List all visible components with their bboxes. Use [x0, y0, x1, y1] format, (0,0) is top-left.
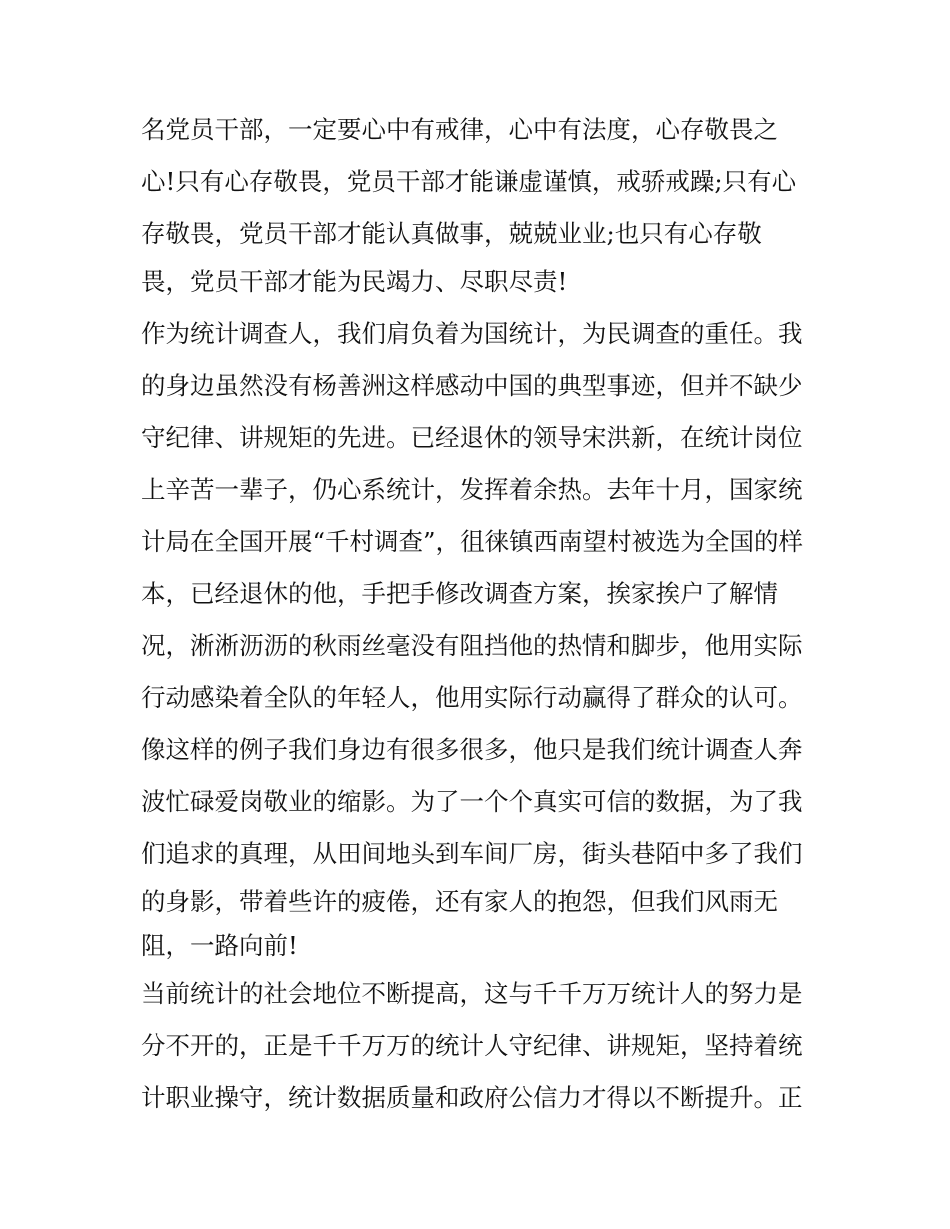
text-line: 作为统计调查人，我们肩负着为国统计，为民调查的重任。我	[141, 319, 803, 348]
text-line: 当前统计的社会地位不断提高，这与千千万万统计人的努力是	[141, 979, 803, 1008]
text-line: 行动感染着全队的年轻人，他用实际行动赢得了群众的认可。	[141, 683, 803, 712]
text-line: 像这样的例子我们身边有很多很多，他只是我们统计调查人奔	[141, 735, 803, 764]
text-line: 们追求的真理，从田间地头到车间厂房，街头巷陌中多了我们	[141, 839, 803, 868]
text-line: 畏，党员干部才能为民竭力、尽职尽责!	[141, 267, 568, 296]
text-line: 上辛苦一辈子，仍心系统计，发挥着余热。去年十月，国家统	[141, 475, 803, 504]
text-line: 名党员干部，一定要心中有戒律，心中有法度，心存敬畏之	[141, 115, 778, 144]
text-line: 本，已经退休的他，手把手修改调查方案，挨家挨户了解情	[141, 579, 778, 608]
text-line: 存敬畏，党员干部才能认真做事，兢兢业业;也只有心存敬	[141, 219, 762, 248]
text-line: 阻，一路向前!	[141, 931, 298, 960]
text-line: 守纪律、讲规矩的先进。已经退休的领导宋洪新，在统计岗位	[141, 423, 803, 452]
text-line: 的身边虽然没有杨善洲这样感动中国的典型事迹，但并不缺少	[141, 371, 803, 400]
text-line: 分不开的，正是千千万万的统计人守纪律、讲规矩，坚持着统	[141, 1031, 803, 1060]
text-line: 心!只有心存敬畏，党员干部才能谦虚谨慎，戒骄戒躁;只有心	[141, 167, 797, 196]
text-line: 计局在全国开展“千村调查”，徂徕镇西南望村被选为全国的样	[141, 527, 804, 556]
text-line: 的身影，带着些许的疲倦，还有家人的抱怨，但我们风雨无	[141, 887, 778, 916]
text-line: 况，淅淅沥沥的秋雨丝毫没有阻挡他的热情和脚步，他用实际	[141, 631, 803, 660]
text-line: 计职业操守，统计数据质量和政府公信力才得以不断提升。正	[141, 1083, 803, 1112]
text-line: 波忙碌爱岗敬业的缩影。为了一个个真实可信的数据，为了我	[141, 787, 803, 816]
